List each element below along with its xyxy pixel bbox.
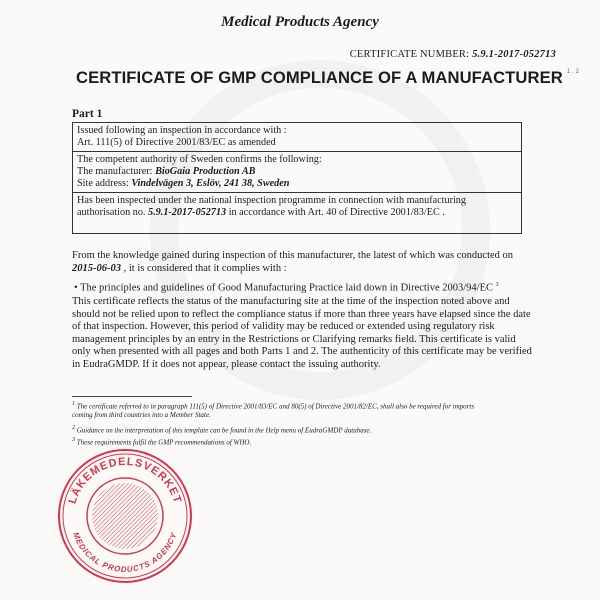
footnote-2 — [72, 424, 542, 435]
footnote-text: Guidance on the interpretation of this template can be found in the Help menu of EudraGMDP database. — [76, 426, 372, 435]
footnote-number: 2 — [72, 425, 75, 431]
authorisation-tail: in accordance with Art. 40 of Directive 2001/83/EC . — [228, 207, 445, 218]
part1-box — [72, 122, 522, 234]
footnote-text-cont: coming from third countries into a Member State. — [72, 411, 211, 420]
validity-line: in EudraGMDP. If it does not appear, please contact the issuing authority. — [72, 358, 381, 370]
knowledge-line-2 — [72, 263, 537, 276]
gmp-bullet-footnote-ref: 3 — [495, 282, 499, 288]
manufacturer-label: The manufacturer: — [77, 166, 153, 177]
footnote-number: 1 — [72, 401, 75, 407]
footnote-divider — [72, 396, 192, 397]
authorisation-label: authorisation no. — [77, 207, 146, 218]
seal-emblem — [92, 483, 158, 549]
authority-line: The competent authority of Sweden confirms the following: — [77, 154, 322, 165]
validity-line: only when presented with all pages and both Parts 1 and 2. The authenticity of this certificate may be verified — [72, 346, 532, 358]
footnote-1 — [72, 400, 542, 420]
gmp-bullet-text: • The principles and guidelines of Good Manufacturing Practice laid down in Directive 2003/94/EC — [74, 282, 494, 294]
validity-paragraph — [72, 296, 537, 372]
authorisation-number: 5.9.1-2017-052713 — [148, 207, 227, 218]
site-address-value: Vindelvägen 3, Eslöv, 241 38, Sweden — [131, 178, 290, 189]
certificate-number-value: 5.9.1-2017-052713 — [472, 49, 556, 60]
site-address-label: Site address: — [77, 178, 129, 189]
issued-line-1: Issued following an inspection in accordance with : — [77, 125, 287, 136]
footnote-text: These requirements fulfil the GMP recommendations of WHO. — [76, 438, 252, 447]
inspection-section — [73, 192, 521, 221]
title-footnote-refs: 1 , 2 — [566, 69, 580, 75]
site-address-line — [77, 178, 517, 190]
knowledge-paragraph — [72, 250, 537, 275]
inspection-date: 2015-06-03 — [72, 262, 121, 274]
manufacturer-line — [77, 166, 517, 178]
seal-top-text: LÄKEMEDELSVERKET — [66, 455, 184, 506]
inspected-line-1: Has been inspected under the national inspection programme in connection with manufacturing — [77, 195, 466, 206]
footnote-number: 3 — [72, 437, 75, 443]
authority-section — [73, 151, 521, 192]
validity-line: should not be relied upon to reflect the compliance status if more than three years have elapsed since the date — [72, 308, 531, 320]
agency-seal — [55, 446, 195, 586]
issued-section — [73, 123, 521, 151]
agency-name: Medical Products Agency — [221, 14, 379, 30]
knowledge-line-2-tail: , it is considered that it complies with : — [123, 262, 287, 274]
validity-line: This certificate reflects the status of the manufacturing site at the time of the inspection noted above and — [72, 296, 510, 307]
certificate-number-label: CERTIFICATE NUMBER: — [349, 49, 470, 60]
validity-line: management principles by an entry in the Restrictions or Clarifying remarks field. This certificate is valid — [72, 333, 516, 345]
page-title-text: CERTIFICATE OF GMP COMPLIANCE OF A MANUFACTURER — [76, 68, 563, 87]
certificate-number — [350, 49, 556, 60]
page-title — [76, 68, 579, 88]
seal-bottom-text: MEDICAL PRODUCTS AGENCY — [71, 531, 179, 575]
inspected-line-2 — [77, 207, 517, 219]
issued-line-2: Art. 111(5) of Directive 2001/83/EC as amended — [77, 137, 276, 148]
part1-heading: Part 1 — [72, 108, 103, 120]
manufacturer-value: BioGaia Production AB — [155, 166, 256, 177]
validity-line: of that inspection. However, this period of validity may be reduced or extended using regulatory risk — [72, 321, 495, 333]
footnote-text: The certificate referred to in paragraph 111(5) of Directive 2001/83/EC and 80(5) of Directive 2001/82/EC, shall also be required for imports — [76, 402, 475, 411]
gmp-bullet — [72, 279, 539, 295]
knowledge-line-1: From the knowledge gained during inspection of this manufacturer, the latest of which was conducted on — [72, 250, 514, 261]
